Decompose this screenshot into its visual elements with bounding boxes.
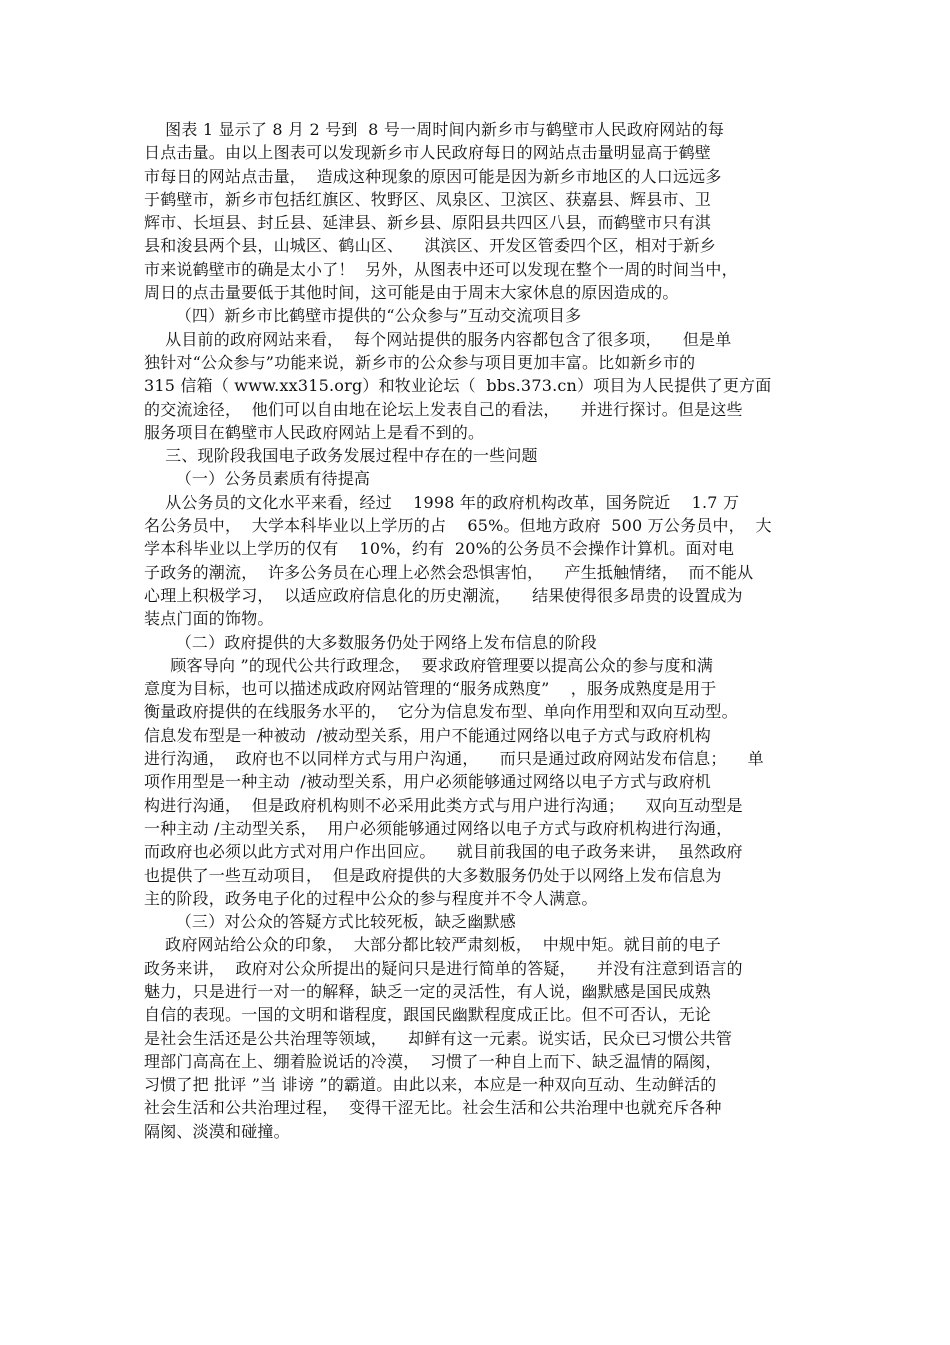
- text-line: 日点击量。由以上图表可以发现新乡市人民政府每日的网站点击量明显高于鹤壁: [144, 143, 712, 163]
- text-line: 市来说鹤壁市的确是太小了！ 另外，从图表中还可以发现在整个一周的时间当中，: [144, 259, 738, 279]
- text-line: 从公务员的文化水平来看，经过 1998 年的政府机构改革，国务院近 1.7 万: [144, 492, 740, 512]
- text-line: 意度为目标，也可以描述成政府网站管理的“服务成熟度” ，服务成熟度是用于: [144, 679, 717, 699]
- text-line: 从目前的政府网站来看， 每个网站提供的服务内容都包含了很多项， 但是单: [144, 329, 732, 349]
- text-line: 学本科毕业以上学历的仅有 10%，约有 20%的公务员不会操作计算机。面对电: [144, 539, 735, 559]
- text-line: 衡量政府提供的在线服务水平的， 它分为信息发布型、单向作用型和双向互动型。: [144, 702, 738, 722]
- text-line: 也提供了一些互动项目， 但是政府提供的大多数服务仍处于以网络上发布信息为: [144, 865, 722, 885]
- text-line: 于鹤壁市，新乡市包括红旗区、牧野区、凤泉区、卫滨区、获嘉县、辉县市、卫: [144, 189, 712, 209]
- text-line: 习惯了把 批评 ”当 诽谤 ”的霸道。由此以来，本应是一种双向互动、生动鲜活的: [144, 1075, 717, 1095]
- text-line: 的交流途径， 他们可以自由地在论坛上发表自己的看法， 并进行探讨。但是这些: [144, 399, 743, 419]
- text-line: 政务来讲， 政府对公众所提出的疑问只是进行简单的答疑， 并没有注意到语言的: [144, 958, 743, 978]
- text-line: 进行沟通， 政府也不以同样方式与用户沟通， 而只是通过政府网站发布信息； 单: [144, 749, 764, 769]
- text-line: （一）公务员素质有待提高: [144, 469, 371, 489]
- text-line: 而政府也必须以此方式对用户作出回应。 就目前我国的电子政务来讲， 虽然政府: [144, 842, 743, 862]
- text-line: 图表 1 显示了 8 月 2 号到 8 号一周时间内新乡市与鹤壁市人民政府网站的每: [144, 120, 725, 139]
- text-line: 是社会生活还是公共治理等领域， 却鲜有这一元素。说实话，民众已习惯公共管: [144, 1028, 733, 1048]
- text-line: 辉市、长垣县、封丘县、延津县、新乡县、原阳县共四区八县，而鹤壁市只有淇: [144, 213, 712, 233]
- text-line: 政府网站给公众的印象， 大部分都比较严肃刻板， 中规中矩。就目前的电子: [144, 935, 721, 955]
- text-line: 社会生活和公共治理过程， 变得干涩无比。社会生活和公共治理中也就充斥各种: [144, 1098, 722, 1118]
- text-line: 市每日的网站点击量， 造成这种现象的原因可能是因为新乡市地区的人口远远多: [144, 166, 722, 186]
- text-line: 装点门面的饰物。: [144, 609, 274, 629]
- text-line: 自信的表现。一国的文明和谐程度，跟国民幽默程度成正比。但不可否认，无论: [144, 1005, 712, 1025]
- text-line: 信息发布型是一种被动 /被动型关系，用户不能通过网络以电子方式与政府机构: [144, 725, 711, 745]
- text-line: 顾客导向 ”的现代公共行政理念， 要求政府管理要以提高公众的参与度和满: [144, 655, 714, 675]
- text-line: （二）政府提供的大多数服务仍处于网络上发布信息的阶段: [144, 632, 597, 652]
- text-line: 周日的点击量要低于其他时间，这可能是由于周末大家休息的原因造成的。: [144, 283, 679, 303]
- text-line: 构进行沟通， 但是政府机构则不必采用此类方式与用户进行沟通； 双向互动型是: [144, 795, 743, 815]
- text-line: 魅力，只是进行一对一的解释，缺乏一定的灵活性，有人说，幽默感是国民成熟: [144, 981, 712, 1001]
- document-body: [144, 118, 812, 1143]
- text-line: 县和浚县两个县，山城区、鹤山区、 淇滨区、开发区管委四个区，相对于新乡: [144, 236, 716, 256]
- text-line: 子政务的潮流， 许多公务员在心理上必然会恐惧害怕， 产生抵触情绪， 而不能从: [144, 562, 754, 582]
- text-line: 项作用型是一种主动 /被动型关系，用户必须能够通过网络以电子方式与政府机: [144, 772, 711, 792]
- text-line: 三、现阶段我国电子政务发展过程中存在的一些问题: [144, 446, 538, 466]
- text-line: 一种主动 /主动型关系， 用户必须能够通过网络以电子方式与政府机构进行沟通，: [144, 818, 733, 838]
- text-line: （三）对公众的答疑方式比较死板，缺乏幽默感: [144, 912, 516, 932]
- text-line: 隔阂、淡漠和碰撞。: [144, 1121, 290, 1141]
- text-line: 名公务员中， 大学本科毕业以上学历的占 65%。但地方政府 500 万公务员中， 大: [144, 516, 772, 536]
- text-line: 理部门高高在上、绷着脸说话的冷漠， 习惯了一种自上而下、缺乏温情的隔阂，: [144, 1051, 722, 1071]
- text-line: （四）新乡市比鹤壁市提供的“公众参与”互动交流项目多: [144, 306, 582, 326]
- text-line: 心理上积极学习， 以适应政府信息化的历史潮流， 结果使得很多昂贵的设置成为: [144, 585, 743, 605]
- text-line: 315 信箱（ www.xx315.org）和牧业论坛（ bbs.373.cn）项目为人民提供了更方面: [144, 376, 772, 396]
- text-line: 独针对“公众参与”功能来说，新乡市的公众参与项目更加丰富。比如新乡市的: [144, 352, 696, 372]
- text-line: 服务项目在鹤壁市人民政府网站上是看不到的。: [144, 422, 485, 442]
- text-line: 主的阶段，政务电子化的过程中公众的参与程度并不令人满意。: [144, 888, 598, 908]
